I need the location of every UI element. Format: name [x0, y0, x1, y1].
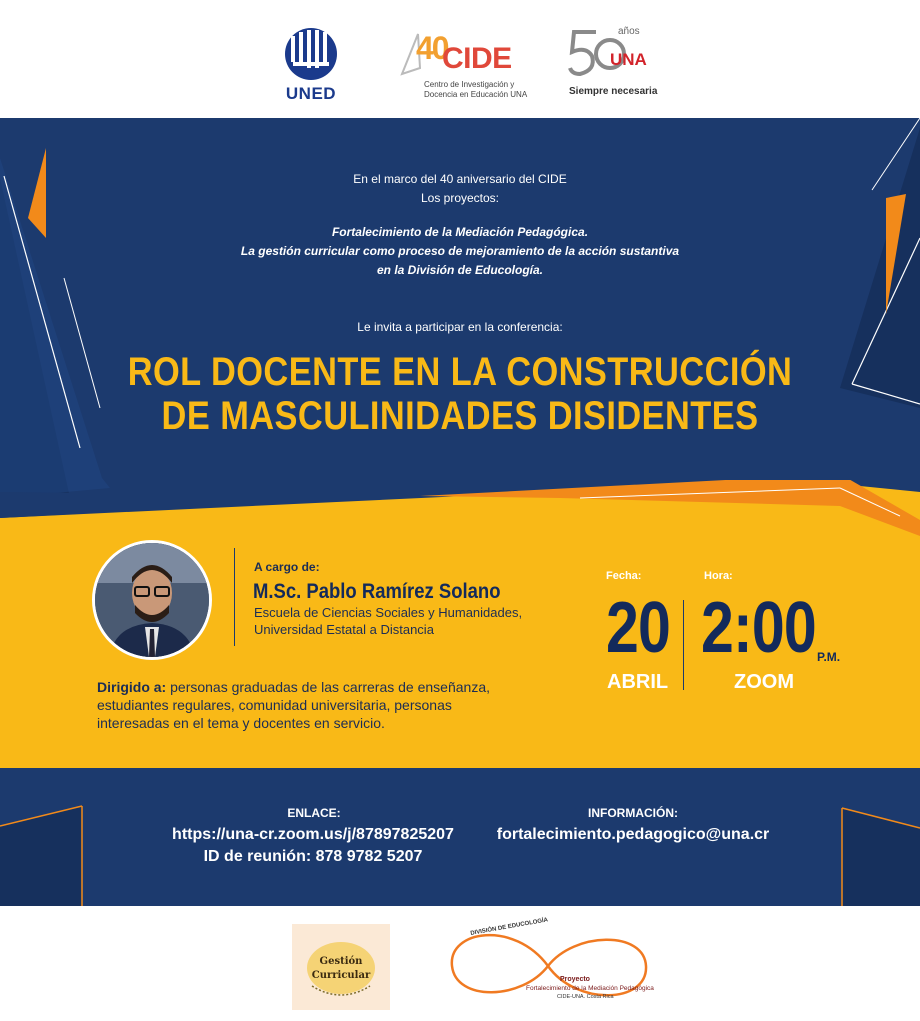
time-label: Hora: [704, 570, 733, 582]
header-logos-bar [0, 0, 920, 118]
info-label: INFORMACIÓN: [588, 806, 678, 820]
cide-logo [398, 24, 528, 102]
speaker-name: M.Sc. Pablo Ramírez Solano [253, 580, 501, 603]
footer-project-label: Proyecto [560, 976, 590, 983]
link-label: ENLACE: [287, 806, 341, 820]
event-day: 20 [606, 588, 671, 668]
event-ampm: P.M. [817, 650, 841, 664]
cide-wordmark: CIDE [442, 42, 512, 75]
hero-panel [0, 118, 920, 518]
gestion-line-1: Gestión [319, 956, 363, 967]
una-50-logo [566, 24, 656, 102]
invite-text: Le invita a participar en la conferencia: [357, 320, 563, 334]
audience-description [97, 678, 527, 732]
uned-logo [283, 26, 339, 102]
cide-subtitle-1: Centro de Investigación y [424, 80, 515, 89]
project-line-2: La gestión curricular como proceso de mejoramiento de la acción sustantiva [240, 244, 680, 258]
conference-title-line-1: ROL DOCENTE EN LA CONSTRUCCIÓN [127, 350, 793, 394]
footer-project-name: Fortalecimiento de la Mediación Pedagógica [526, 985, 654, 992]
project-line-3: en la División de Educología. [376, 263, 544, 277]
speaker-divider [234, 548, 235, 646]
intro-anniversary-text: En el marco del 40 aniversario del CIDE [353, 172, 567, 186]
meeting-id: ID de reunión: 878 9782 5207 [203, 848, 423, 865]
uned-emblem-icon [283, 26, 339, 84]
gestion-line-2: Curricular [311, 970, 371, 981]
intro-projects-text: Los proyectos: [420, 191, 500, 205]
speaker-label: A cargo de: [254, 560, 320, 574]
footer-project-sub: CIDE-UNA. Costa Rica [557, 994, 614, 1000]
project-line-1: Fortalecimiento de la Mediación Pedagógica. [331, 225, 589, 239]
cide-subtitle-2: Docencia en Educación UNA [424, 90, 528, 99]
gestion-wreath-icon [292, 924, 390, 1010]
speaker-photo-icon [95, 543, 209, 657]
conference-title-line-2: DE MASCULINIDADES DISIDENTES [161, 394, 759, 438]
speaker-affiliation-1: Escuela de Ciencias Sociales y Humanidades, [254, 605, 523, 620]
zoom-link[interactable]: https://una-cr.zoom.us/j/87897825207 [172, 826, 454, 843]
speaker-avatar [92, 540, 212, 660]
contact-email-link[interactable]: fortalecimiento.pedagogico@una.cr [496, 826, 770, 843]
una-wordmark: UNA [610, 50, 647, 69]
division-text: DIVISIÓN DE EDUCOLOGÍA [470, 917, 549, 937]
uned-wordmark: UNED [285, 84, 337, 103]
speaker-affiliation-2: Universidad Estatal a Distancia [254, 622, 434, 637]
audience-text: personas graduadas de las carreras de enseñanza, estudiantes regulares, comunidad universitaria, personas interesadas en el tema y docentes en servicio. [97, 679, 490, 731]
date-time-divider [683, 600, 684, 690]
gestion-curricular-logo [292, 924, 390, 1010]
una-anos-text: años [618, 26, 640, 37]
cide-anniversary-number: 40 [416, 30, 448, 66]
event-month: ABRIL [607, 671, 669, 693]
date-label: Fecha: [606, 570, 642, 582]
event-time: 2:00 [701, 588, 816, 668]
una-tagline: Siempre necesaria [569, 86, 658, 97]
audience-label: Dirigido a: [97, 679, 167, 695]
event-platform: ZOOM [734, 671, 794, 693]
